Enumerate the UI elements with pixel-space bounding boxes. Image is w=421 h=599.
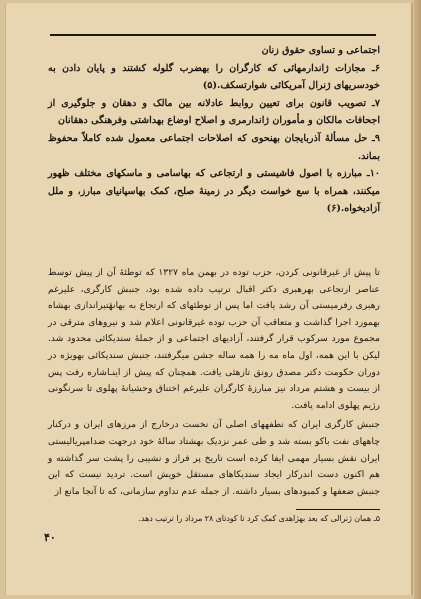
paragraph: تا پیش از غیرقانونی کردن، حزب توده در بهمن ماه ۱۳۲۷ که توطئهٔ آن از پیش توسط عناصر ارتجاعی بهرهبری دکتر اقبال ترتیب داده شده بود، جنبش کارگری، علیرغم رهبری رفرمیستی آن رشد یافت اما پس از توطئهای که ارتجاع به بهانهٔتیراندازی بهشاه بهمورد اجرا گذاشت و متعاقب آن حزب توده غیرقانونی اعلام شد و نیروهای مترقی در مجموع مورد سرکوب قرار گرفتند، آزادیهای اجتماعی و از جملهٔ سندیکائی محدود شد. لیکن با این همه، اول ماه مه را همه ساله جشن میگرفتند، جنبش سندیکائی بهویژه در دوران حکومت دکتر مصدق رونق تازهئی یافت. همچنان که پیش از اینـاشاره رفت پس از بیست و هشتم مرداد نیز مبارزهٔ کارگران علیرغم اختناق وحشیانهٔ پهلوی تا سرنگونی رژیم پهلوی ادامه یافت. [48, 267, 380, 411]
top-rule [50, 34, 376, 36]
body-text [48, 265, 380, 503]
list-item: ۱۰ـ مبارزه با اصول فاشیستی و ارتجاعی که بهاسامی و ماسکهای مختلف ظهور میکنند، همراه با سع خواست دیگر در زمینهٔ صلح، کمک بهاسپانیای مبارز، و ملل آزادیخواه.(۶) [48, 168, 380, 215]
list-item: ۹ـ حل مسألهٔ آذربایجان بهنحوی که اصلاحات اجتماعی معمول شده کاملاً محفوظ بماند. [48, 132, 380, 162]
footnote: ۵ـ همان ژنرالی که بعد بهژاهدی کمک کرد تا کودتای ۲۸ مرداد را ترتیب دهد. [138, 514, 380, 523]
list-item: ۶ـ مجازات ژاندارمهائی که کارگران را بهضرب گلوله کشتند و پایان دادن به خودسریهای ژنرال آمریکائی شوارتسکف.(۵) [48, 62, 380, 92]
list-item: ۷ـ تصویب قانون برای تعیین روابط عادلانه بین مالک و دهقان و جلوگیری از اجحافات مالکان و مأموران ژاندارمری و اصلاح اوضاع بهداشتی وفرهنگی دهقانان [48, 97, 380, 127]
page-edge [414, 0, 421, 599]
page-number: ۴۰ [44, 531, 56, 544]
paragraph: جنبش کارگری ایران که نطفههای اصلی آن نخست درخارج از مرزهای ایران و درکنار چاههای نفت باکو بسته شد و طی عمر نزدیک بهشتاد سالهٔ خود درجهت ضدامپریالیستی ایران نقش بسیار مهمی ایفا کرده است تاریخ پر فراز و نشیبی را پشت سر گذاشته و هم اکنون دست اندرکار ایجاد سندیکاهای مستقل خویش است. تردید نیست که این جنبش ضعفها و کمبودهای بسیار داشته. از جمله عدم تداوم سازمانی، که تا آنجا مانع از [48, 419, 380, 497]
demands-list [48, 42, 380, 218]
list-item: اجتماعی و تساوی حقوق زنان [261, 45, 380, 56]
footnote-rule [296, 509, 380, 510]
